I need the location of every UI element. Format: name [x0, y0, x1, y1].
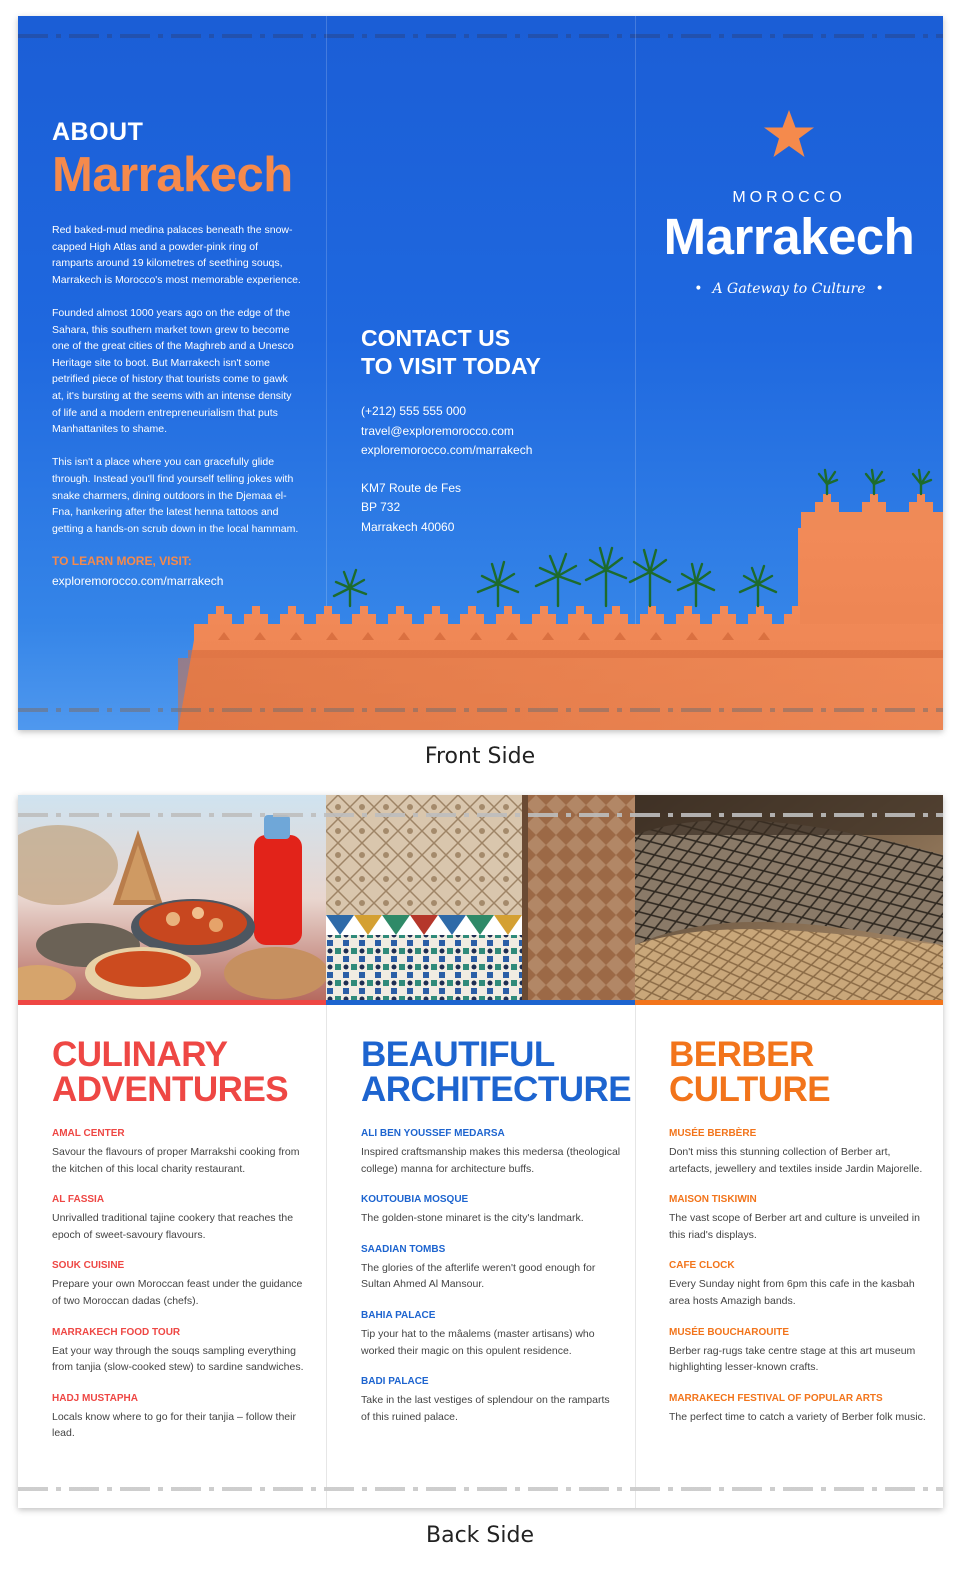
- about-body: [52, 222, 302, 537]
- list-item: [669, 1326, 929, 1376]
- learn-more-link[interactable]: exploremorocco.com/marrakech: [52, 573, 224, 588]
- column-title-line: BEAUTIFUL: [361, 1035, 555, 1074]
- list-item: [361, 1243, 621, 1293]
- column-title-line: ADVENTURES: [52, 1070, 289, 1109]
- about-title: Marrakech: [52, 148, 293, 202]
- about-kicker: ABOUT: [52, 118, 144, 146]
- item-description: Tip your hat to the mâalems (master artisans) who worked their magic on this opulent residence.: [361, 1327, 595, 1357]
- column-title: [669, 1037, 929, 1107]
- cover-panel: [635, 108, 943, 297]
- item-description: Take in the last vestiges of splendour on the ramparts of this ruined palace.: [361, 1394, 610, 1423]
- fold-guide-top: [18, 813, 943, 817]
- fold-guide-bottom: [18, 1487, 943, 1491]
- item-name: CAFE CLOCK: [669, 1260, 735, 1272]
- contact-website[interactable]: exploremorocco.com/marrakech: [361, 443, 533, 457]
- item-name: BADI PALACE: [361, 1376, 429, 1388]
- item-description: Every Sunday night from 6pm this cafe in the kasbah area hosts Amazigh bands.: [669, 1278, 915, 1307]
- about-paragraph: Red baked-mud medina palaces beneath the snow-capped High Atlas and a powder-pink ring of ramparts around 19 kilometres of seething souqs, Marrakech is Morocco's most memorable experience.: [52, 224, 301, 286]
- list-item: [669, 1392, 929, 1426]
- item-description: Prepare your own Moroccan feast under the guidance of two Moroccan dadas (chefs).: [52, 1278, 303, 1307]
- accent-bar-blue: [326, 1000, 635, 1005]
- list-item: [52, 1259, 312, 1309]
- contact-panel: [361, 324, 621, 537]
- item-name: MARRAKECH FESTIVAL OF POPULAR ARTS: [669, 1392, 883, 1404]
- bullet-dot-icon: •: [694, 281, 703, 298]
- list-item: [52, 1127, 312, 1177]
- list-item: [52, 1193, 312, 1243]
- contact-address-line: KM7 Route de Fes: [361, 480, 462, 495]
- contact-title: [361, 324, 621, 380]
- item-name: BAHIA PALACE: [361, 1309, 436, 1321]
- item-description: Berber rag-rugs take centre stage at this art museum highlighting lesser-known crafts.: [669, 1344, 916, 1374]
- culinary-column: [52, 1037, 312, 1458]
- learn-more-label: TO LEARN MORE, VISIT:: [52, 553, 192, 568]
- item-name: SOUK CUISINE: [52, 1260, 125, 1272]
- item-description: The golden-stone minaret is the city's landmark.: [361, 1212, 584, 1225]
- contact-address-line: BP 732: [361, 500, 401, 514]
- food-photo: [18, 795, 326, 1003]
- brochure-front: [18, 16, 943, 730]
- brochure-back: [18, 795, 943, 1508]
- accent-bar-red: [18, 1000, 326, 1005]
- back-side-caption: Back Side: [426, 1523, 534, 1548]
- contact-title-line: CONTACT US: [361, 325, 511, 351]
- contact-spacer: [361, 461, 621, 479]
- accent-bar-orange: [635, 1000, 943, 1005]
- item-description: The glories of the afterlife weren't good enough for Sultan Ahmed Al Mansour.: [361, 1261, 596, 1291]
- list-item: [52, 1392, 312, 1442]
- column-title-line: CULTURE: [669, 1070, 831, 1109]
- cover-title: Marrakech: [663, 208, 915, 265]
- berber-column: [669, 1037, 929, 1441]
- item-name: HADJ MUSTAPHA: [52, 1392, 138, 1404]
- item-name: AL FASSIA: [52, 1194, 105, 1206]
- item-name: MARRAKECH FOOD TOUR: [52, 1326, 181, 1338]
- item-description: Eat your way through the souqs sampling everything from tanjia (slow-cooked stew) to sardine sandwiches.: [52, 1344, 304, 1374]
- list-item: [52, 1326, 312, 1376]
- column-title: [52, 1037, 312, 1107]
- item-description: Unrivalled traditional tajine cookery that reaches the epoch of sweet-savoury flavours.: [52, 1212, 294, 1241]
- item-description: Inspired craftsmanship makes this medersa (theological college) manna for architecture buffs.: [361, 1146, 621, 1175]
- list-item: [669, 1127, 929, 1177]
- column-title-line: CULINARY: [52, 1035, 228, 1074]
- bullet-dot-icon: •: [875, 281, 884, 298]
- about-paragraph: Founded almost 1000 years ago on the edge of the Sahara, this southern market town grew to become one of the great cities of the Maghreb and a Unesco Heritage site to boot. But Marrakech isn't some petrified piece of history that tourists come to gawk at, it's bursting at the seems with an intense density of life and a modern entrepreneurialism that puts Manhattanites to shame.: [52, 306, 294, 436]
- item-description: The vast scope of Berber art and culture is unveiled in this riad's displays.: [669, 1212, 920, 1241]
- cover-tagline: [635, 281, 943, 297]
- about-panel: [52, 118, 302, 588]
- architecture-photo: [326, 795, 635, 1003]
- item-name: ALI BEN YOUSSEF MEDARSA: [361, 1128, 505, 1139]
- fold-guide-bottom: [18, 708, 943, 712]
- list-item: [361, 1127, 621, 1177]
- contact-phone[interactable]: (+212) 555 555 000: [361, 404, 467, 418]
- item-description: Savour the flavours of proper Marrakshi cooking from the kitchen of this local charity restaurant.: [52, 1146, 300, 1175]
- contact-address-line: Marrakech 40060: [361, 519, 455, 534]
- tagline-text: A Gateway to Culture: [712, 281, 866, 298]
- list-item: [361, 1309, 621, 1359]
- list-item: [361, 1375, 621, 1425]
- column-title-line: BERBER: [669, 1035, 814, 1074]
- contact-title-line: TO VISIT TODAY: [361, 353, 541, 379]
- contact-details: [361, 402, 621, 537]
- item-name: MAISON TISKIWIN: [669, 1194, 757, 1206]
- textile-photo: [635, 795, 943, 1003]
- list-item: [361, 1193, 621, 1227]
- list-item: [669, 1259, 929, 1309]
- column-title-line: ARCHITECTURE: [361, 1070, 632, 1109]
- item-name: MUSÉE BOUCHAROUITE: [669, 1326, 790, 1338]
- column-title: [361, 1035, 632, 1109]
- item-description: The perfect time to catch a variety of Berber folk music.: [669, 1410, 926, 1423]
- item-description: Don't miss this stunning collection of Berber art, artefacts, jewellery and textiles inside Jardin Majorelle.: [669, 1146, 923, 1175]
- list-item: [669, 1193, 929, 1243]
- item-name: AMAL CENTER: [52, 1128, 125, 1139]
- item-name: KOUTOUBIA MOSQUE: [361, 1194, 469, 1206]
- star-icon: [762, 108, 816, 162]
- item-list: [361, 1127, 621, 1425]
- item-name: MUSÉE BERBÈRE: [669, 1128, 757, 1139]
- item-name: SAADIAN TOMBS: [361, 1243, 446, 1255]
- item-list: [669, 1127, 929, 1425]
- contact-email[interactable]: travel@exploremorocco.com: [361, 423, 514, 438]
- architecture-column: [361, 1035, 632, 1441]
- fold-guide-top: [18, 34, 943, 38]
- item-list: [52, 1127, 312, 1442]
- item-description: Locals know where to go for their tanjia – follow their lead.: [52, 1410, 296, 1440]
- fold-line: [635, 1005, 636, 1508]
- about-paragraph: This isn't a place where you can gracefully glide through. Instead you'll find yourself telling jokes with snake charmers, dining outdoors in the Djemaa el-Fna, hankering after the latest henna tattoos and getting a hands-on scrub down in the local hammam.: [52, 456, 299, 535]
- fold-line: [326, 1005, 327, 1508]
- cover-kicker: MOROCCO: [732, 189, 846, 206]
- front-side-caption: Front Side: [424, 744, 536, 769]
